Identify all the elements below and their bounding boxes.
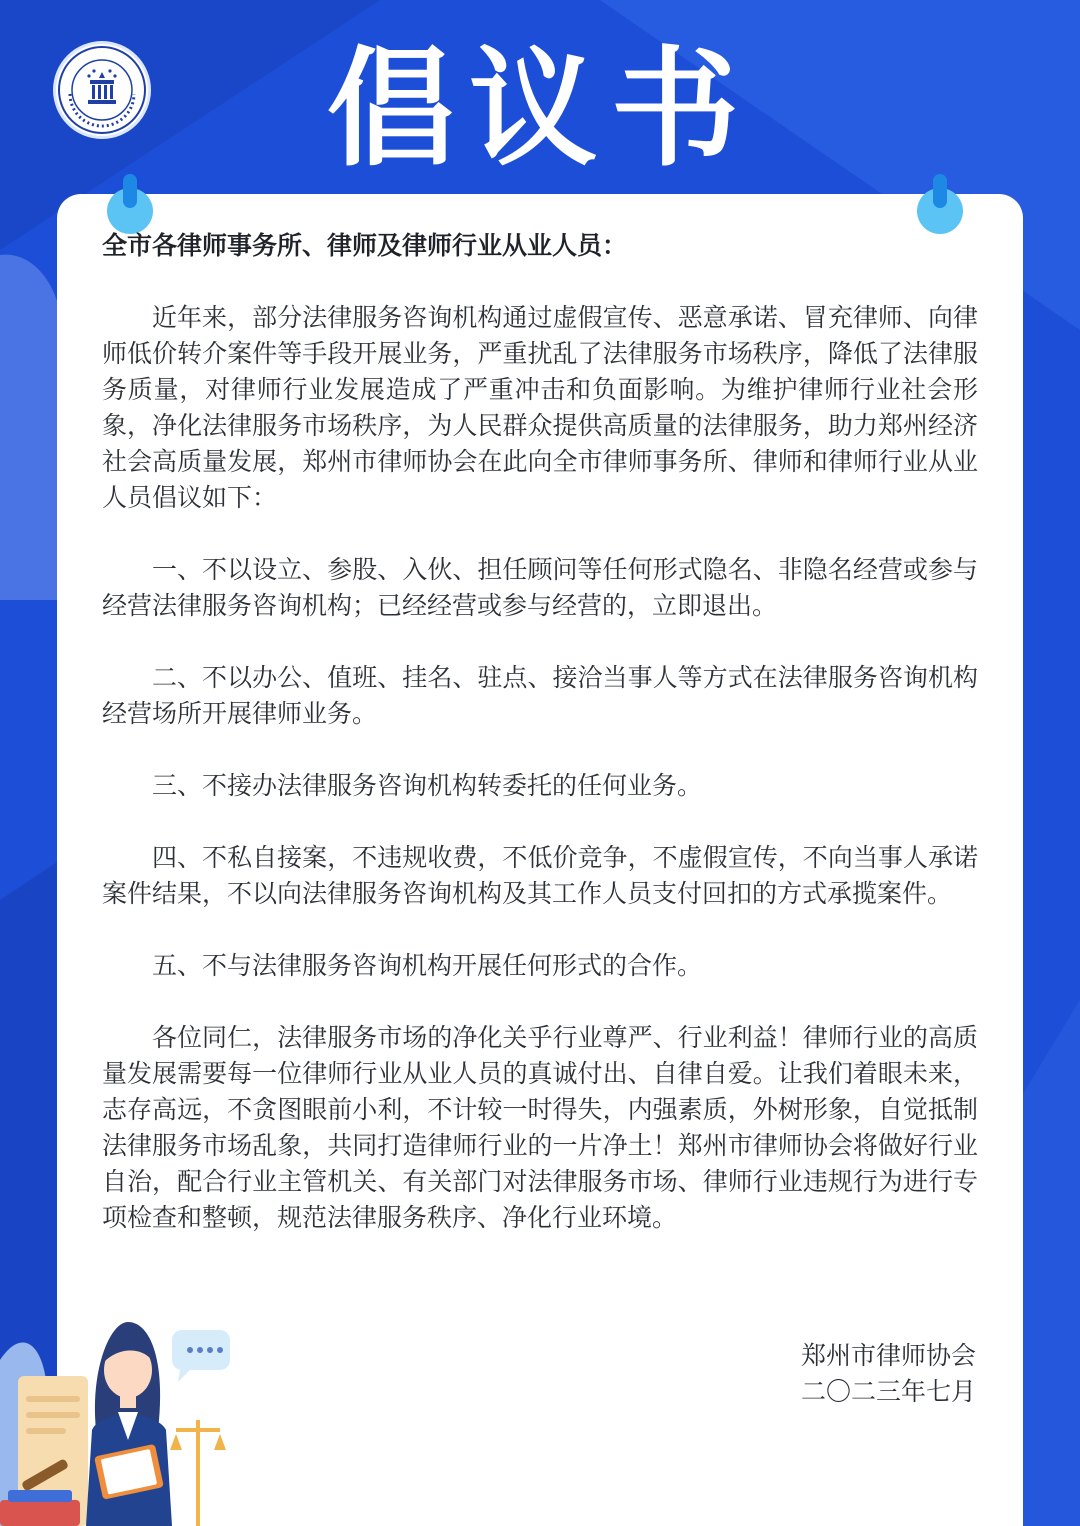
- signature-organization: 郑州市律师协会: [800, 1341, 976, 1370]
- page-title: 倡议书: [326, 35, 753, 184]
- paragraph-item-1: 一、不以设立、参股、入伙、担任顾问等任何形式隐名、非隐名经营或参与经营法律服务咨询机构；已经经营或参与经营的，立即退出。: [102, 555, 978, 620]
- signature-block: [660, 1338, 976, 1410]
- paragraph-item-2: 二、不以办公、值班、挂名、驻点、接洽当事人等方式在法律服务咨询机构经营场所开展律师业务。: [102, 663, 978, 728]
- salutation: 全市各律师事务所、律师及律师行业从业人员：: [102, 231, 628, 260]
- letter-body: [102, 228, 978, 1236]
- paragraph-item-3: 三、不接办法律服务咨询机构转委托的任何业务。: [152, 771, 703, 800]
- paragraph-item-4: 四、不私自接案，不违规收费，不低价竞争，不虚假宣传，不向当事人承诺案件结果，不以向法律服务咨询机构及其工作人员支付回扣的方式承揽案件。: [102, 843, 978, 908]
- paragraph-closing: 各位同仁，法律服务市场的净化关乎行业尊严、行业利益！律师行业的高质量发展需要每一位律师行业从业人员的真诚付出、自律自爱。让我们着眼未来，志存高远，不贪图眼前小利，不计较一时得失，内强素质，外树形象，自觉抵制法律服务市场乱象，共同打造律师行业的一片净土！郑州市律师协会将做好行业自治，配合行业主管机关、有关部门对法律服务市场、律师行业违规行为进行专项检查和整顿，规范法律服务秩序、净化行业环境。: [102, 1023, 978, 1232]
- paragraph-item-5: 五、不与法律服务咨询机构开展任何形式的合作。: [152, 951, 703, 980]
- paragraph-intro: 近年来，部分法律服务咨询机构通过虚假宣传、恶意承诺、冒充律师、向律师低价转介案件等手段开展业务，严重扰乱了法律服务市场秩序，降低了法律服务质量，对律师行业发展造成了严重冲击和负面影响。为维护律师行业社会形象，净化法律服务市场秩序，为人民群众提供高质量的法律服务，助力郑州经济社会高质量发展，郑州市律师协会在此向全市律师事务所、律师和律师行业从业人员倡议如下：: [102, 303, 978, 512]
- signature-date: 二〇二三年七月: [800, 1377, 976, 1406]
- lawyer-illustration: [0, 1300, 260, 1526]
